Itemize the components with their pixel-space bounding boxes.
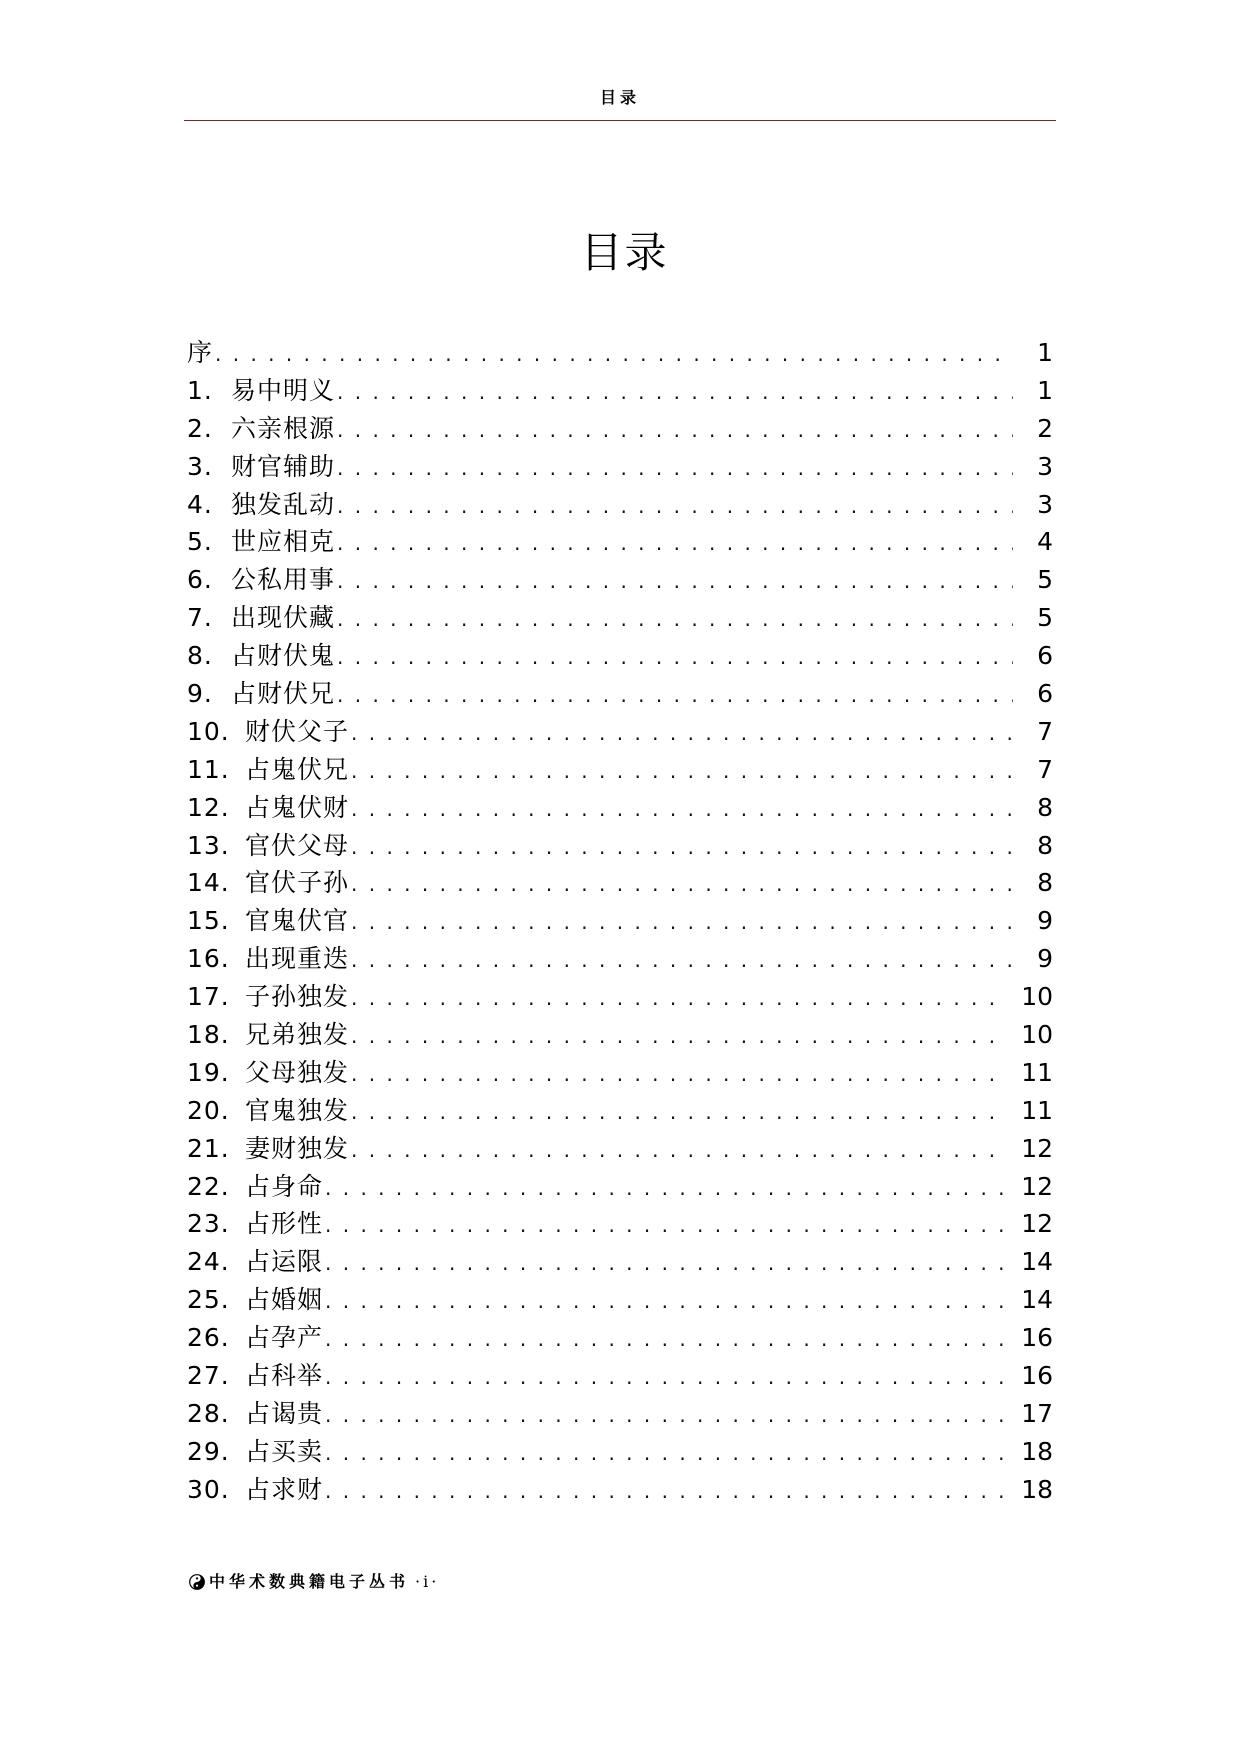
dot-leader — [351, 1132, 1007, 1170]
toc-entry-title[interactable]: 世应相克 — [231, 527, 336, 557]
toc-entry-title[interactable]: 占科举 — [245, 1361, 324, 1391]
toc-entry-page[interactable]: 1 — [1037, 375, 1053, 405]
toc-entry-page[interactable]: 18 — [1021, 1474, 1053, 1504]
dot-leader — [337, 525, 1013, 563]
toc-entry-title[interactable]: 占形性 — [245, 1209, 324, 1239]
toc-entry-number: 16. — [187, 944, 230, 974]
toc-entry[interactable] — [187, 789, 1053, 827]
toc-entry-number: 2. — [187, 413, 213, 443]
series-name: 中华术数典籍电子丛书 — [209, 1572, 410, 1591]
dot-leader — [351, 1094, 1007, 1132]
toc-entry-number: 20. — [187, 1095, 230, 1125]
toc-entry-number: 18. — [187, 1020, 230, 1050]
toc-entry[interactable] — [187, 334, 1053, 372]
dot-leader — [325, 1170, 1007, 1208]
toc-entry-page[interactable]: 16 — [1021, 1323, 1053, 1353]
toc-entry-title[interactable]: 六亲根源 — [231, 413, 336, 443]
toc-entry-page[interactable]: 14 — [1021, 1247, 1053, 1277]
toc-entry-page[interactable]: 5 — [1037, 603, 1053, 633]
toc-entry-number: 7. — [187, 603, 213, 633]
toc-entry-title[interactable]: 占买卖 — [245, 1436, 324, 1466]
toc-entry-title[interactable]: 出现伏藏 — [231, 603, 336, 633]
toc-entry-page[interactable]: 4 — [1037, 527, 1053, 557]
toc-entry-number: 19. — [187, 1057, 230, 1087]
toc-entry-title[interactable]: 占谒贵 — [245, 1398, 324, 1428]
toc-entry[interactable] — [187, 448, 1053, 486]
toc-entry-number: 24. — [187, 1247, 230, 1277]
toc-entry-title[interactable]: 子孙独发 — [245, 982, 350, 1012]
toc-entry-number: 3. — [187, 451, 213, 481]
toc-entry-title[interactable]: 财官辅助 — [231, 451, 336, 481]
toc-entry[interactable] — [187, 827, 1053, 865]
toc-entry-title[interactable]: 官鬼独发 — [245, 1095, 350, 1125]
toc-entry-title[interactable]: 官鬼伏官 — [245, 906, 350, 936]
toc-entry-number: 25. — [187, 1285, 230, 1315]
toc-entry-page[interactable]: 9 — [1037, 906, 1053, 936]
toc-entry-number: 5. — [187, 527, 213, 557]
toc-entry-page[interactable]: 2 — [1037, 413, 1053, 443]
toc-entry-title[interactable]: 财伏父子 — [245, 716, 350, 746]
toc-entry[interactable] — [187, 1130, 1053, 1168]
toc-entry[interactable] — [187, 675, 1053, 713]
toc-entry[interactable] — [187, 372, 1053, 410]
dot-leader — [337, 450, 1013, 488]
dot-leader — [215, 336, 1013, 374]
toc-entry-number: 12. — [187, 792, 230, 822]
toc-entry-number: 8. — [187, 641, 213, 671]
toc-entry-title[interactable]: 出现重迭 — [245, 944, 350, 974]
toc-entry-title[interactable]: 官伏父母 — [245, 830, 350, 860]
dot-leader — [325, 1359, 1007, 1397]
dot-leader — [325, 1207, 1007, 1245]
toc-entry-title[interactable]: 公私用事 — [231, 565, 336, 595]
toc-entry-title[interactable]: 占财伏兄 — [231, 679, 336, 709]
toc-entry[interactable] — [187, 1281, 1053, 1319]
toc-entry-page[interactable]: 14 — [1021, 1285, 1053, 1315]
toc-entry-number: 14. — [187, 868, 230, 898]
toc-entry-title[interactable]: 占身命 — [245, 1171, 324, 1201]
toc-entry[interactable] — [187, 1092, 1053, 1130]
toc-entry[interactable] — [187, 1054, 1053, 1092]
page-title: 目录 — [580, 228, 669, 277]
toc-entry-number: 4. — [187, 489, 213, 519]
toc-entry-page[interactable]: 11 — [1021, 1057, 1053, 1087]
toc-entry[interactable] — [187, 486, 1053, 524]
toc-entry-page[interactable]: 10 — [1021, 1020, 1053, 1050]
toc-entry-title[interactable]: 易中明义 — [231, 375, 336, 405]
toc-entry-number: 29. — [187, 1436, 230, 1466]
dot-leader — [337, 639, 1013, 677]
page-number: ·i· — [415, 1572, 440, 1591]
dot-leader — [337, 601, 1013, 639]
toc-entry-page[interactable]: 8 — [1037, 868, 1053, 898]
footer — [189, 1571, 439, 1593]
toc-entry-title[interactable]: 官伏子孙 — [245, 868, 350, 898]
toc-entry[interactable] — [187, 1205, 1053, 1243]
toc-entry-number: 26. — [187, 1323, 230, 1353]
toc-entry-page[interactable]: 16 — [1021, 1361, 1053, 1391]
toc-entry-title[interactable]: 妻财独发 — [245, 1133, 350, 1163]
toc-entry-page[interactable]: 7 — [1037, 754, 1053, 784]
toc-entry[interactable] — [187, 523, 1053, 561]
toc-entry-title[interactable]: 序 — [187, 338, 214, 367]
dot-leader — [325, 1435, 1007, 1473]
toc-entry-page[interactable]: 12 — [1021, 1171, 1053, 1201]
toc-entry-page[interactable]: 18 — [1021, 1436, 1053, 1466]
dot-leader — [325, 1397, 1007, 1435]
toc-entry-page[interactable]: 12 — [1021, 1133, 1053, 1163]
toc-entry-number: 30. — [187, 1474, 230, 1504]
toc-entry-page[interactable]: 8 — [1037, 792, 1053, 822]
toc-entry-page[interactable]: 1 — [1037, 338, 1053, 367]
table-of-contents — [187, 334, 1053, 1509]
toc-entry[interactable] — [187, 1395, 1053, 1433]
dot-leader — [351, 1018, 1007, 1056]
toc-entry-page[interactable]: 9 — [1037, 944, 1053, 974]
toc-entry-page[interactable]: 7 — [1037, 716, 1053, 746]
toc-entry-page[interactable]: 12 — [1021, 1209, 1053, 1239]
toc-entry-number: 9. — [187, 679, 213, 709]
toc-entry-page[interactable]: 6 — [1037, 679, 1053, 709]
toc-entry-page[interactable]: 3 — [1037, 489, 1053, 519]
toc-entry-page[interactable]: 6 — [1037, 641, 1053, 671]
toc-entry[interactable] — [187, 1243, 1053, 1281]
yin-yang-icon — [189, 1574, 205, 1590]
dot-leader — [337, 563, 1013, 601]
toc-entry-number: 17. — [187, 982, 230, 1012]
toc-entry-number: 15. — [187, 906, 230, 936]
toc-entry[interactable] — [187, 978, 1053, 1016]
toc-entry-number: 23. — [187, 1209, 230, 1239]
dot-leader — [325, 1473, 1007, 1511]
toc-entry[interactable] — [187, 940, 1053, 978]
toc-entry-page[interactable]: 5 — [1037, 565, 1053, 595]
toc-entry-title[interactable]: 占鬼伏兄 — [245, 754, 350, 784]
dot-leader — [351, 942, 1013, 980]
toc-entry-title[interactable]: 占财伏鬼 — [231, 641, 336, 671]
dot-leader — [351, 829, 1013, 867]
toc-entry[interactable] — [187, 561, 1053, 599]
toc-entry[interactable] — [187, 637, 1053, 675]
toc-entry-number: 6. — [187, 565, 213, 595]
toc-entry-title[interactable]: 占婚姻 — [245, 1285, 324, 1315]
toc-entry[interactable] — [187, 902, 1053, 940]
toc-entry-page[interactable]: 8 — [1037, 830, 1053, 860]
toc-entry-number: 10. — [187, 716, 230, 746]
dot-leader — [351, 866, 1013, 904]
running-header: 目录 — [599, 88, 640, 107]
toc-entry-title[interactable]: 占鬼伏财 — [245, 792, 350, 822]
toc-entry[interactable] — [187, 1471, 1053, 1509]
toc-entry-title[interactable]: 占求财 — [245, 1474, 324, 1504]
dot-leader — [351, 715, 1013, 753]
toc-entry[interactable] — [187, 410, 1053, 448]
toc-entry-page[interactable]: 10 — [1021, 982, 1053, 1012]
toc-entry-number: 1. — [187, 375, 213, 405]
toc-entry[interactable] — [187, 1357, 1053, 1395]
toc-entry-title[interactable]: 兄弟独发 — [245, 1020, 350, 1050]
toc-entry[interactable] — [187, 1016, 1053, 1054]
dot-leader — [351, 753, 1013, 791]
dot-leader — [351, 980, 1007, 1018]
toc-entry-number: 11. — [187, 754, 230, 784]
dot-leader — [351, 1056, 1007, 1094]
toc-entry[interactable] — [187, 599, 1053, 637]
dot-leader — [337, 677, 1013, 715]
toc-entry-page[interactable]: 11 — [1021, 1095, 1053, 1125]
dot-leader — [325, 1321, 1007, 1359]
dot-leader — [351, 904, 1013, 942]
dot-leader — [325, 1245, 1007, 1283]
dot-leader — [337, 412, 1013, 450]
toc-entry-number: 27. — [187, 1361, 230, 1391]
dot-leader — [337, 488, 1013, 526]
toc-entry[interactable] — [187, 1168, 1053, 1206]
toc-entry[interactable] — [187, 713, 1053, 751]
toc-entry-title[interactable]: 父母独发 — [245, 1057, 350, 1087]
toc-entry-page[interactable]: 3 — [1037, 451, 1053, 481]
dot-leader — [337, 374, 1013, 412]
toc-entry[interactable] — [187, 1433, 1053, 1471]
toc-entry-page[interactable]: 17 — [1021, 1398, 1053, 1428]
toc-entry-number: 21. — [187, 1133, 230, 1163]
toc-entry-title[interactable]: 独发乱动 — [231, 489, 336, 519]
toc-entry[interactable] — [187, 864, 1053, 902]
toc-entry-number: 28. — [187, 1398, 230, 1428]
toc-entry[interactable] — [187, 1319, 1053, 1357]
toc-entry[interactable] — [187, 751, 1053, 789]
toc-entry-number: 13. — [187, 830, 230, 860]
dot-leader — [351, 791, 1013, 829]
toc-entry-number: 22. — [187, 1171, 230, 1201]
header-rule — [184, 120, 1056, 121]
dot-leader — [325, 1283, 1007, 1321]
toc-entry-title[interactable]: 占运限 — [245, 1247, 324, 1277]
toc-entry-title[interactable]: 占孕产 — [245, 1323, 324, 1353]
